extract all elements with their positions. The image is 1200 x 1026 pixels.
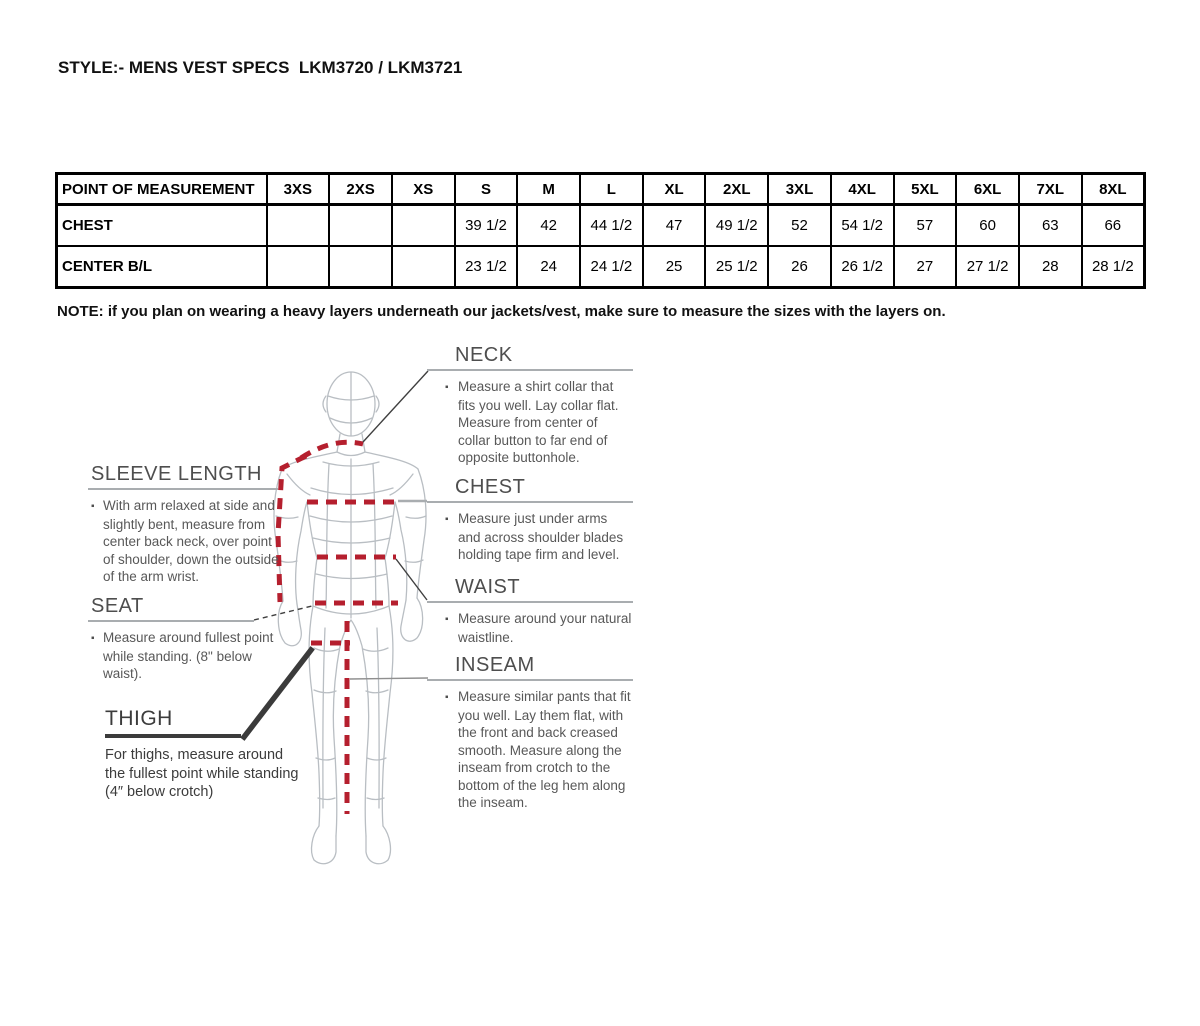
waist-heading: WAIST bbox=[427, 577, 633, 603]
row-label: CHEST bbox=[57, 205, 267, 247]
guide-section-thigh bbox=[105, 708, 300, 802]
chest-instructions: ▪ Measure just under arms and across shoulder blades holding tape firm and level. bbox=[427, 510, 633, 564]
cell: 42 bbox=[517, 205, 580, 247]
cell: 27 bbox=[894, 246, 957, 288]
cell: 28 bbox=[1019, 246, 1082, 288]
table-row-center-bl bbox=[57, 246, 1145, 288]
column-header-size: M bbox=[517, 174, 580, 205]
guide-section-chest bbox=[427, 477, 633, 564]
measurement-guide-diagram bbox=[75, 338, 635, 873]
cell bbox=[267, 246, 330, 288]
guide-section-seat bbox=[88, 596, 284, 683]
thigh-heading: THIGH bbox=[105, 708, 241, 738]
row-label: CENTER B/L bbox=[57, 246, 267, 288]
cell: 26 bbox=[768, 246, 831, 288]
column-header-size: 6XL bbox=[956, 174, 1019, 205]
cell: 57 bbox=[894, 205, 957, 247]
cell: 25 bbox=[643, 246, 706, 288]
cell bbox=[392, 205, 455, 247]
guide-section-waist bbox=[427, 577, 633, 646]
column-header-size: 2XS bbox=[329, 174, 392, 205]
cell: 44 1/2 bbox=[580, 205, 643, 247]
sleeve-length-heading: SLEEVE LENGTH bbox=[88, 464, 278, 490]
table-header-row bbox=[57, 174, 1145, 205]
seat-heading: SEAT bbox=[88, 596, 254, 622]
cell: 23 1/2 bbox=[455, 246, 518, 288]
column-header-size: XL bbox=[643, 174, 706, 205]
cell: 60 bbox=[956, 205, 1019, 247]
cell: 24 1/2 bbox=[580, 246, 643, 288]
table-row-chest bbox=[57, 205, 1145, 247]
thigh-instructions: For thighs, measure around the fullest point while standing (4″ below crotch) bbox=[105, 747, 299, 800]
cell bbox=[329, 246, 392, 288]
cell: 47 bbox=[643, 205, 706, 247]
neck-pointer-line bbox=[363, 371, 428, 442]
seat-instructions: ▪ Measure around fullest point while standing. (8" below waist). bbox=[88, 629, 284, 683]
cell: 24 bbox=[517, 246, 580, 288]
size-spec-table bbox=[55, 172, 1146, 289]
inseam-pointer-line bbox=[350, 678, 428, 679]
cell: 27 1/2 bbox=[956, 246, 1019, 288]
column-header-size: 7XL bbox=[1019, 174, 1082, 205]
neck-heading: NECK bbox=[427, 345, 633, 371]
layers-note: NOTE: if you plan on wearing a heavy layers underneath our jackets/vest, make sure to measure the sizes with the layers on. bbox=[57, 303, 946, 320]
column-header-point-of-measurement: POINT OF MEASUREMENT bbox=[57, 174, 267, 205]
inseam-heading: INSEAM bbox=[427, 655, 633, 681]
guide-section-sleeve-length bbox=[88, 464, 284, 586]
neck-instructions: ▪ Measure a shirt collar that fits you well. Lay collar flat. Measure from center of collar button to far end of opposite buttonhole. bbox=[427, 378, 633, 467]
column-header-size: 3XL bbox=[768, 174, 831, 205]
cell: 63 bbox=[1019, 205, 1082, 247]
sleeve-length-instructions: ▪ With arm relaxed at side and slightly bent, measure from center back neck, over point of shoulder, down the outside of the arm wrist. bbox=[88, 497, 284, 586]
cell: 66 bbox=[1082, 205, 1145, 247]
guide-section-neck bbox=[427, 345, 633, 467]
column-header-size: 5XL bbox=[894, 174, 957, 205]
column-header-size: 8XL bbox=[1082, 174, 1145, 205]
chest-heading: CHEST bbox=[427, 477, 633, 503]
cell: 26 1/2 bbox=[831, 246, 894, 288]
cell: 49 1/2 bbox=[705, 205, 768, 247]
column-header-size: 3XS bbox=[267, 174, 330, 205]
column-header-size: S bbox=[455, 174, 518, 205]
column-header-size: L bbox=[580, 174, 643, 205]
column-header-size: 2XL bbox=[705, 174, 768, 205]
waist-pointer-line bbox=[396, 559, 427, 600]
waist-instructions: ▪ Measure around your natural waistline. bbox=[427, 610, 633, 646]
cell: 52 bbox=[768, 205, 831, 247]
guide-section-inseam bbox=[427, 655, 633, 812]
cell bbox=[267, 205, 330, 247]
cell: 39 1/2 bbox=[455, 205, 518, 247]
cell bbox=[329, 205, 392, 247]
cell: 54 1/2 bbox=[831, 205, 894, 247]
cell bbox=[392, 246, 455, 288]
cell: 28 1/2 bbox=[1082, 246, 1145, 288]
page-title: STYLE:- MENS VEST SPECS LKM3720 / LKM3721 bbox=[58, 58, 463, 77]
cell: 25 1/2 bbox=[705, 246, 768, 288]
column-header-size: XS bbox=[392, 174, 455, 205]
column-header-size: 4XL bbox=[831, 174, 894, 205]
inseam-instructions: ▪ Measure similar pants that fit you well. Lay them flat, with the front and back creased smooth. Measure along the inseam from crotch to the bottom of the leg hem along the inseam. bbox=[427, 688, 633, 812]
